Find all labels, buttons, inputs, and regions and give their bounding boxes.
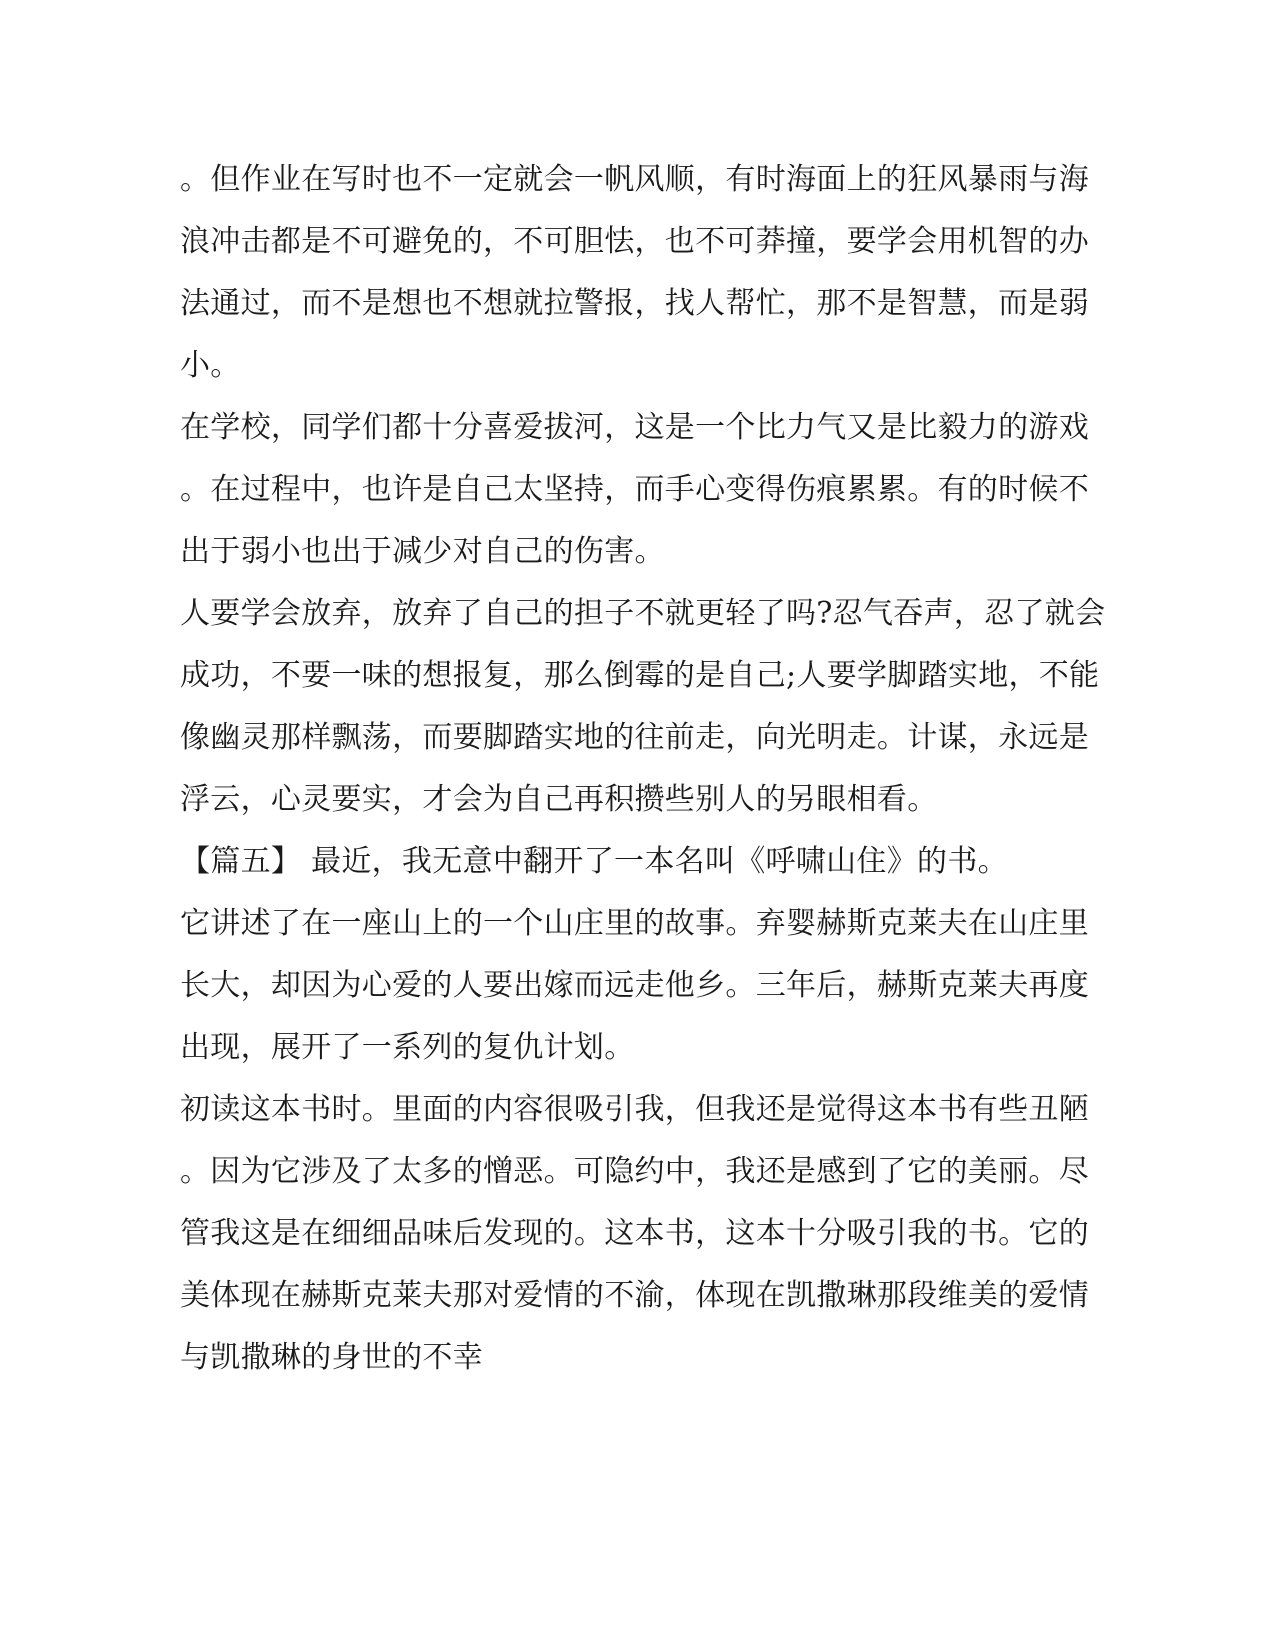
text-line: 管我这是在细细品味后发现的。这本书，这本十分吸引我的书。它的 — [180, 1216, 1089, 1251]
text-line: 。但作业在写时也不一定就会一帆风顺，有时海面上的狂风暴雨与海 — [180, 162, 1089, 197]
text-line: 初读这本书时。里面的内容很吸引我，但我还是觉得这本书有些丑陋 — [180, 1092, 1089, 1127]
text-line: 成功，不要一味的想报复，那么倒霉的是自己;人要学脚踏实地，不能 — [180, 658, 1100, 693]
text-line: 。在过程中，也许是自己太坚持，而手心变得伤痕累累。有的时候不 — [180, 472, 1089, 507]
text-line: 浮云，心灵要实，才会为自己再积攒些别人的另眼相看。 — [180, 782, 938, 817]
text-line: 美体现在赫斯克莱夫那对爱情的不渝，体现在凯撒琳那段维美的爱情 — [180, 1278, 1089, 1313]
text-line: 。因为它涉及了太多的憎恶。可隐约中，我还是感到了它的美丽。尽 — [180, 1154, 1089, 1189]
text-line: 人要学会放弃，放弃了自己的担子不就更轻了吗?忍气吞声，忍了就会 — [180, 596, 1106, 631]
text-line: 法通过，而不是想也不想就拉警报，找人帮忙，那不是智慧，而是弱 — [180, 286, 1089, 321]
document-body — [180, 149, 1106, 1389]
text-line: 长大，却因为心爱的人要出嫁而远走他乡。三年后，赫斯克莱夫再度 — [180, 968, 1089, 1003]
text-line: 浪冲击都是不可避免的，不可胆怯，也不可莽撞，要学会用机智的办 — [180, 224, 1089, 259]
section-heading-line: 【篇五】 最近，我无意中翻开了一本名叫《呼啸山住》的书。 — [180, 844, 1008, 879]
text-line: 小。 — [180, 348, 241, 383]
text-line: 它讲述了在一座山上的一个山庄里的故事。弃婴赫斯克莱夫在山庄里 — [180, 906, 1089, 941]
text-line: 与凯撒琳的身世的不幸 — [180, 1340, 483, 1375]
text-line: 出现，展开了一系列的复仇计划。 — [180, 1030, 635, 1065]
text-line: 在学校，同学们都十分喜爱拔河，这是一个比力气又是比毅力的游戏 — [180, 410, 1089, 445]
text-line: 像幽灵那样飘荡，而要脚踏实地的往前走，向光明走。计谋，永远是 — [180, 720, 1089, 755]
text-line: 出于弱小也出于减少对自己的伤害。 — [180, 534, 665, 569]
